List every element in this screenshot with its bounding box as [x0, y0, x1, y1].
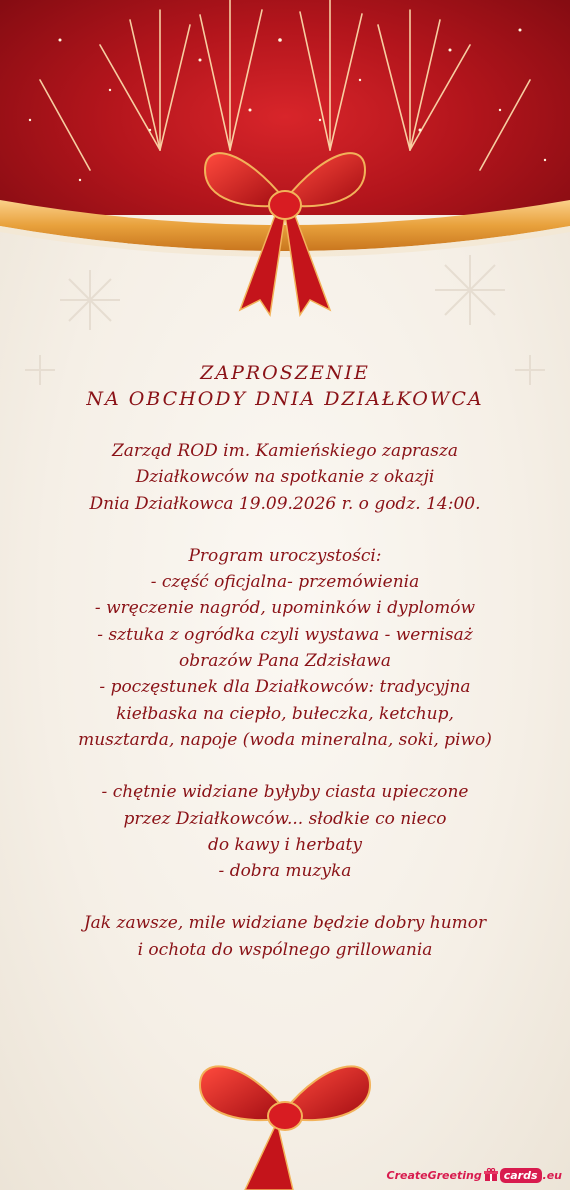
intro-line: Działkowców na spotkanie z okazji [135, 467, 435, 488]
program-line: kiełbaska na ciepło, bułeczka, ketchup, [116, 703, 454, 724]
extras-line: przez Działkowców... słodkie co nieco [123, 808, 447, 829]
program-line: - sztuka z ogródka czyli wystawa - wernisaż [97, 624, 473, 645]
ribbon-bow [185, 130, 385, 320]
program-heading: Program uroczystości: [188, 545, 382, 566]
program-line: obrazów Pana Zdzisława [179, 651, 391, 672]
intro-line: Zarząd ROD im. Kamieńskiego zaprasza [111, 441, 459, 461]
logo-text-part3: .eu [542, 1168, 562, 1182]
program-line: - część oficjalna- przemówienia [150, 572, 420, 593]
program-line: musztarda, napoje (woda mineralna, soki, piwo) [78, 729, 492, 750]
invitation-text [20, 360, 550, 963]
program-line: - wręczenie nagród, upominków i dyplomów [94, 598, 476, 619]
gift-icon [484, 1168, 498, 1182]
extras-line: - chętnie widziane byłyby ciasta upieczone [101, 782, 469, 803]
logo-text-part1: CreateGreeting [386, 1168, 482, 1182]
extras-line: - dobra muzyka [218, 861, 352, 882]
brand-logo[interactable] [387, 1164, 563, 1186]
intro-line: Dnia Działkowca 19.09.2026 r. o godz. 14:00. [89, 493, 481, 514]
program-line: - poczęstunek dla Działkowców: tradycyjna [99, 677, 471, 698]
closing-line: Jak zawsze, mile widziane będzie dobry humor [83, 913, 487, 934]
extras-line: do kawy i herbaty [208, 834, 362, 855]
title-line-2: NA OBCHODY DNIA DZIAŁKOWCA [86, 388, 484, 410]
logo-text-part2: cards [500, 1168, 542, 1183]
ribbon-bow-bottom [175, 1050, 395, 1190]
closing-line: i ochota do wspólnego grillowania [137, 939, 433, 960]
title-line-1: ZAPROSZENIE [200, 362, 370, 384]
